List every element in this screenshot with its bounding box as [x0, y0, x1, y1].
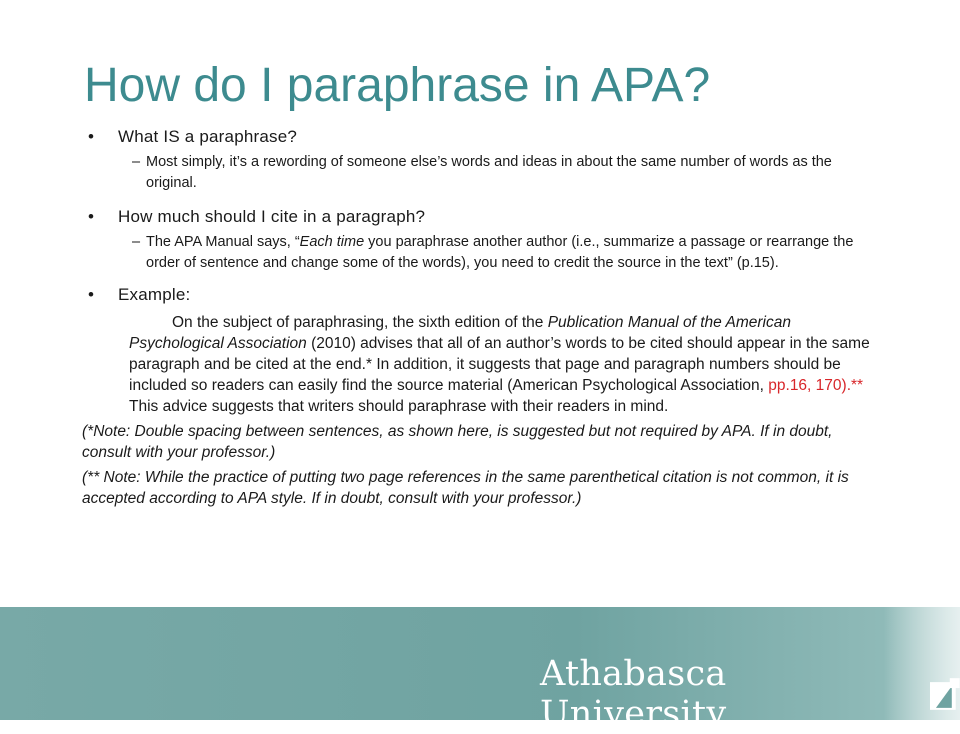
example-citation-highlight: pp.16, 170).** — [768, 377, 864, 394]
note-two-page-references: (** Note: While the practice of putting two page references in the same parenthetical citation is not common, it is accepted according to APA style. If in doubt, consult with your professor.) — [82, 469, 849, 507]
bullet-text: How much should I cite in a paragraph? — [118, 207, 426, 226]
example-text-2: (2010) advises that all of an author’s words to be cited should appear in the same paragraph and be cited at the end.* In addition, it suggests that page and paragraph numbers should be included so readers can easily find the source material (American Psychological Association, — [129, 335, 870, 394]
slide-content — [82, 126, 872, 509]
bullet-text: What IS a paraphrase? — [118, 127, 298, 146]
sub-bullet-apa-manual-quote — [82, 232, 872, 274]
bullet-icon: • — [88, 285, 95, 304]
logo-text: Athabasca University — [540, 654, 727, 734]
bullet-what-is-paraphrase — [82, 126, 872, 148]
example-paragraph — [129, 312, 872, 417]
sub-bullet-italic: Each time — [299, 234, 365, 250]
sub-bullet-definition — [82, 152, 872, 194]
bullet-icon: • — [88, 127, 95, 146]
bullet-icon: • — [88, 207, 95, 226]
athabasca-logo — [540, 654, 960, 734]
sub-bullet-text-end: you paraphrase another author (i.e., summarize a passage or rearrange the order of sentence and change some of the words), you need to credit the source in the text” (p.15). — [146, 234, 854, 271]
bullet-text: Example: — [118, 285, 191, 304]
athabasca-logo-mark-icon — [930, 678, 960, 710]
sub-bullet-text: Most simply, it’s a rewording of someone else’s words and ideas in about the same number of words as the original. — [146, 154, 832, 191]
example-italic-title: Publication Manual of the American Psychological Association — [129, 314, 791, 352]
dash-icon: – — [132, 234, 141, 250]
bullet-how-much-cite — [82, 206, 872, 228]
example-text-1: On the subject of paraphrasing, the sixth edition of the — [172, 314, 548, 331]
bullet-example — [82, 284, 872, 306]
slide-title: How do I paraphrase in APA? — [84, 59, 711, 112]
example-text-3: This advice suggests that writers should paraphrase with their readers in mind. — [129, 398, 669, 415]
sub-bullet-text-start: The APA Manual says, “ — [146, 234, 300, 250]
dash-icon: – — [132, 154, 141, 170]
note-double-spacing: (*Note: Double spacing between sentences, as shown here, is suggested but not required by APA. If in doubt, consult with your professor.) — [82, 423, 833, 461]
